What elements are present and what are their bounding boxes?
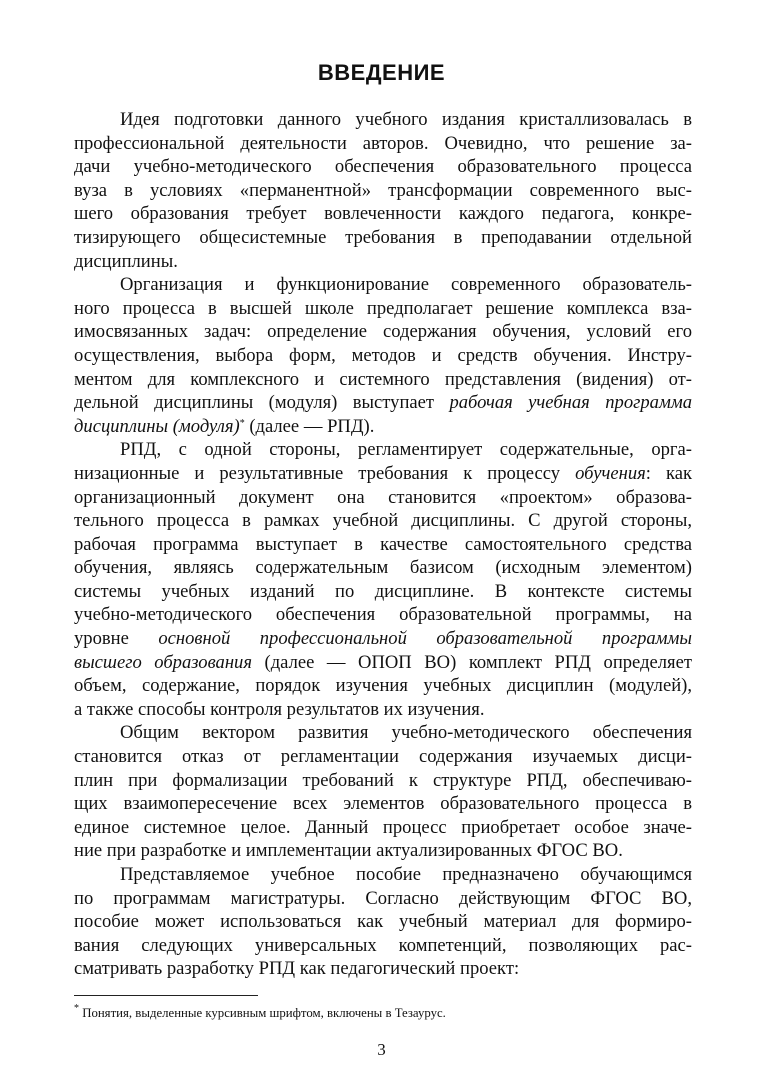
text-line: а также способы контроля результатов их изучения.	[74, 698, 485, 720]
text-line: по программам магистратуры. Согласно действующим ФГОС ВО,	[74, 887, 692, 909]
footnote	[74, 1003, 692, 1021]
text-line: плин при формализации требований к структуре РПД, обеспечиваю-	[74, 769, 692, 791]
text-line: РПД, с одной стороны, регламентирует содержательные, орга-	[120, 439, 692, 461]
text-line: сматривать разработку РПД как педагогический проект:	[74, 958, 520, 980]
footnote-text: Понятия, выделенные курсивным шрифтом, включены в Тезаурус.	[79, 1006, 446, 1020]
text-line: уровне основной профессиональной образовательной программы	[74, 628, 692, 650]
text-line: пособие может использоваться как учебный материал для формиро-	[74, 911, 692, 933]
text-line: организационный документ она становится «проектом» образова-	[74, 486, 692, 508]
text-line: дисциплины.	[74, 250, 178, 272]
text-line: объем, содержание, порядок изучения учебных дисциплин (модулей),	[74, 675, 692, 697]
text-line: вуза в условиях «перманентной» трансформации современного выс-	[74, 179, 692, 201]
text-line: высшего образования (далее — ОПОП ВО) комплект РПД определяет	[74, 651, 692, 673]
italic-term: основной профессиональной образовательной программы	[158, 628, 692, 650]
body-text	[74, 108, 692, 981]
footnote-mark: *	[74, 1003, 79, 1014]
page-number: 3	[377, 1040, 386, 1059]
text-line: шего образования требует вовлеченности каждого педагога, конкре-	[74, 203, 692, 225]
text-line: дачи учебно-методического обеспечения образовательного процесса	[74, 156, 692, 178]
text-line: осуществления, выбора форм, методов и средств обучения. Инстру-	[74, 344, 692, 366]
text-line: системы учебных изданий по дисциплине. В контексте системы	[74, 580, 692, 602]
text-line: Идея подготовки данного учебного издания кристаллизовалась в	[120, 109, 692, 130]
text-line: вания следующих универсальных компетенций, позволяющих рас-	[74, 934, 692, 956]
text-line: Организация и функционирование современного образователь-	[120, 274, 692, 296]
text-line: имосвязанных задач: определение содержания обучения, условий его	[74, 321, 692, 343]
text-line: щих взаимопересечение всех элементов образовательного процесса в	[74, 793, 692, 815]
text-line: тизирующего общесистемные требования в преподавании отдельной	[74, 226, 692, 248]
text-line: рабочая программа выступает в качестве самостоятельного средства	[74, 533, 692, 555]
text-line: ние при разработке и имплементации актуализированных ФГОС ВО.	[74, 840, 623, 862]
text-line: Общим вектором развития учебно-методического обеспечения	[120, 722, 692, 744]
page-title: ВВЕДЕНИЕ	[317, 60, 446, 85]
text-line: Представляемое учебное пособие предназначено обучающимся	[120, 864, 692, 885]
text-line: профессиональной деятельности авторов. Очевидно, что решение за-	[74, 132, 692, 154]
text-line: дисциплины (модуля)* (далее — РПД).	[74, 415, 375, 437]
italic-term: рабочая учебная программа	[449, 392, 693, 414]
italic-term: обучения	[575, 462, 646, 484]
text-line: ментом для комплексного и системного представления (видения) от-	[74, 368, 692, 390]
text-line: дельной дисциплины (модуля) выступает рабочая учебная программа	[74, 392, 693, 414]
text-line: становится отказ от регламентации содержания изучаемых дисци-	[74, 746, 692, 768]
text-line: тельного процесса в рамках учебной дисциплины. С другой стороны,	[74, 510, 692, 532]
text-line: обучения, являясь содержательным базисом (исходным элементом)	[74, 557, 692, 579]
footnote-mark: *	[239, 417, 245, 429]
footnote-divider	[74, 995, 258, 996]
text-line: единое системное целое. Данный процесс приобретает особое значе-	[74, 816, 692, 838]
text-line: ного процесса в высшей школе предполагает решение комплекса вза-	[74, 297, 692, 319]
text-line: низационные и результативные требования к процессу обучения: как	[74, 462, 692, 484]
italic-term: дисциплины (модуля)	[74, 415, 240, 437]
text-line: учебно-методического обеспечения образовательной программы, на	[74, 604, 692, 626]
italic-term: высшего образования	[74, 651, 252, 673]
